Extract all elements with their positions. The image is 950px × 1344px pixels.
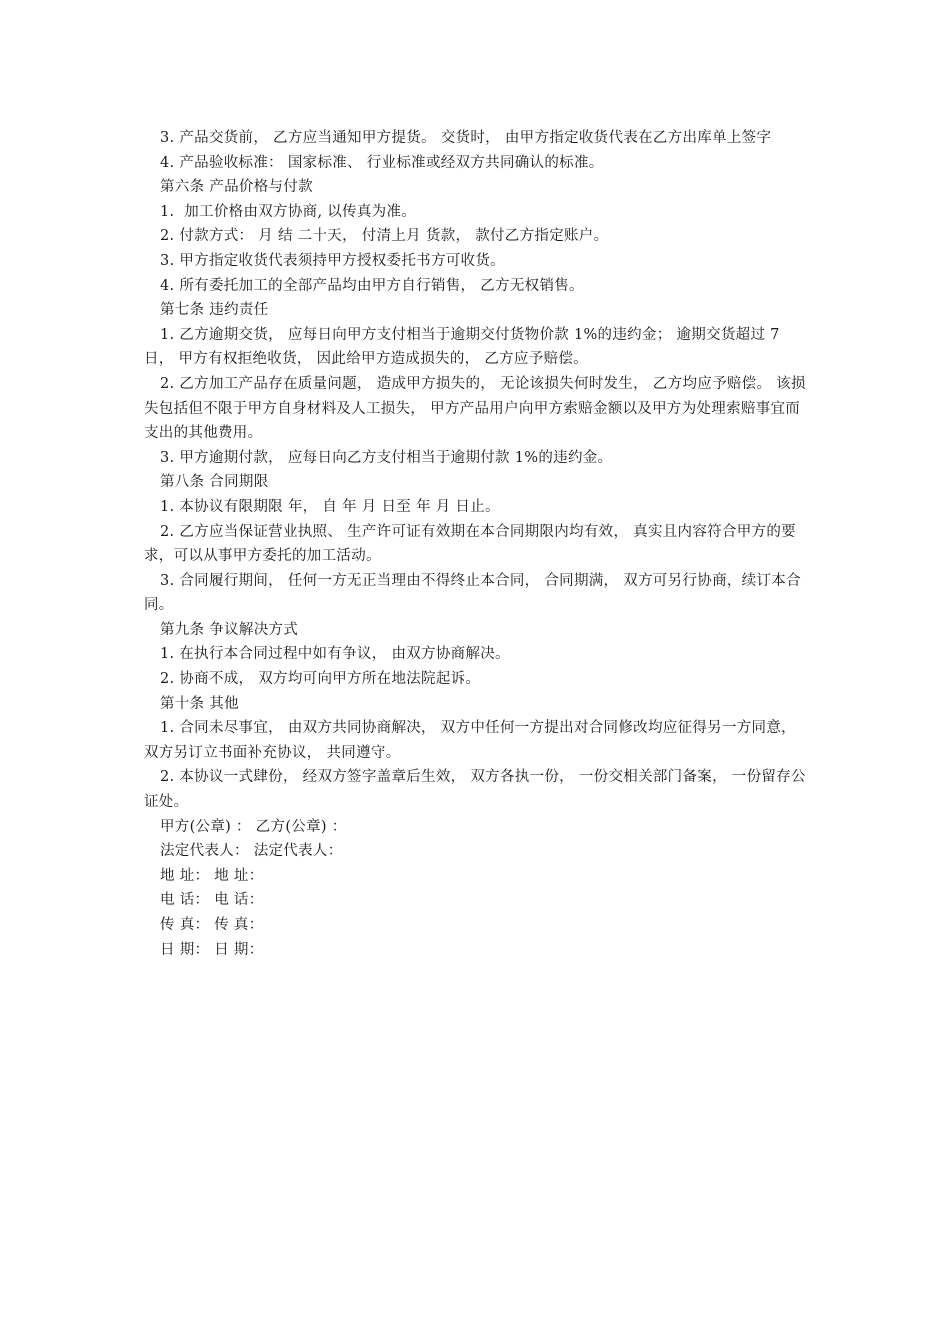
signature-party-seals: 甲方(公章) ： 乙方(公章) ： [160, 818, 347, 835]
article-8-heading: 第八条 合同期限 [160, 474, 269, 491]
clause-9-2: 2. 协商不成， 双方均可向甲方所在地法院起诉。 [160, 671, 481, 688]
clause-7-2: 2. 乙方加工产品存在质量问题， 造成甲方损失的， 无论该损失何时发生， 乙方均应予赔偿。 该损失包括但不限于甲方自身材料及人工损失， 甲方产品用户向甲方索赔金额以及甲方为处理索赔事宜而支出的其他费用。 [144, 375, 806, 442]
clause-10-2: 2. 本协议一式肆份， 经双方签字盖章后生效， 双方各执一份， 一份交相关部门备案， 一份留存公证处。 [144, 769, 806, 811]
article-7-heading: 第七条 违约责任 [160, 302, 269, 319]
signature-date: 日 期： 日 期： [160, 941, 264, 958]
clause-9-1: 1. 在执行本合同过程中如有争议， 由双方协商解决。 [160, 646, 510, 663]
clause-6-4: 4. 所有委托加工的全部产品均由甲方自行销售， 乙方无权销售。 [160, 277, 584, 294]
clause-8-1: 1. 本协议有限期限 年， 自 年 月 日至 年 月 日止。 [160, 498, 500, 515]
signature-address: 地 址： 地 址： [160, 867, 264, 884]
contract-body [144, 126, 808, 962]
signature-fax: 传 真： 传 真： [160, 917, 264, 933]
clause-6-2: 2. 付款方式： 月 结 二十天， 付清上月 货款， 款付乙方指定账户。 [160, 228, 609, 245]
clause-7-3: 3. 甲方逾期付款， 应每日向乙方支付相当于逾期付款 1%的违约金。 [160, 449, 613, 466]
clause-6-1: 1. 加工价格由双方协商, 以传真为准。 [160, 203, 417, 220]
article-10-heading: 第十条 其他 [160, 695, 239, 712]
clause-8-2: 2. 乙方应当保证营业执照、 生产许可证有效期在本合同期限内均有效， 真实且内容符合甲方的要求，可以从事甲方委托的加工活动。 [144, 523, 796, 565]
clause-6-3: 3. 甲方指定收货代表须持甲方授权委托书方可收货。 [160, 252, 505, 269]
article-9-heading: 第九条 争议解决方式 [160, 621, 299, 638]
clause-8-3: 3. 合同履行期间， 任何一方无正当理由不得终止本合同， 合同期满， 双方可另行协商，续订本合同。 [144, 572, 801, 614]
clause-5-3: 3. 产品交货前， 乙方应当通知甲方提货。 交货时， 由甲方指定收货代表在乙方出库单上签字 [160, 130, 772, 146]
signature-phone: 电 话： 电 话： [160, 892, 264, 909]
clause-7-1: 1. 乙方逾期交货， 应每日向甲方支付相当于逾期交付货物价款 1%的违约金； 逾期交货超过 7 日， 甲方有权拒绝收货， 因此给甲方造成损失的， 乙方应予赔偿。 [144, 326, 785, 368]
clause-5-4: 4. 产品验收标准： 国家标准、 行业标准或经双方共同确认的标准。 [160, 154, 604, 171]
article-6-heading: 第六条 产品价格与付款 [160, 179, 313, 196]
signature-legal-representative: 法定代表人： 法定代表人： [160, 843, 343, 860]
clause-10-1: 1. 合同未尽事宜， 由双方共同协商解决， 双方中任何一方提出对合同修改均应征得另一方同意， 双方另订立书面补充协议， 共同遵守。 [144, 720, 801, 761]
